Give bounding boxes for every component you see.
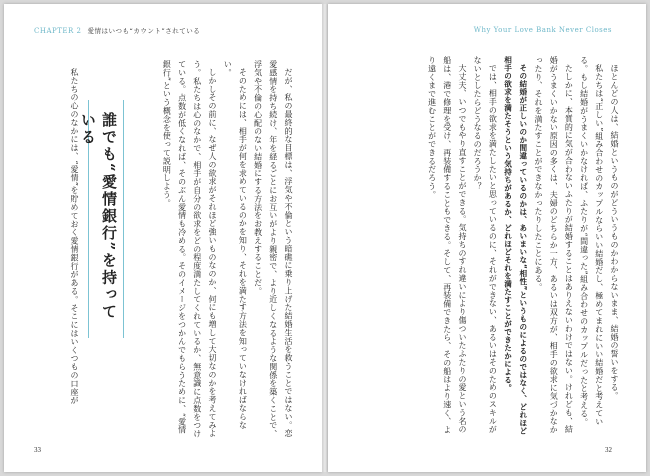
paragraph: 私たちは“正しい”組み合わせのカップルならいい結婚だし、極めてまれにいい結婚だと考えている。もし結婚がうまくいかなければ、ふたりが“間違った”組み合わせのカップルだったと考える。: [579, 56, 604, 427]
paragraph: では、相手の欲求を満たしたいと思っているのに、それができない、あるいはそのためのスキルがないとしたらどうなるのだろうか？: [473, 56, 498, 434]
paragraph: そのためには、相手が何を求めているのかを知り、それを満たす方法を知っていなければならない。: [223, 60, 248, 430]
chapter-label: CHAPTER 2: [34, 27, 82, 35]
page-number: 32: [605, 446, 612, 454]
right-running-header: Why Your Love Bank Never Closes: [473, 26, 612, 34]
paragraph: ほとんどの人は、結婚というものがどういうものかわからないまま、結婚の誓いをする。: [610, 64, 619, 400]
paragraph: しかしその前に、なぜ人の欲求がそれほど強いものなのか、何にも増して大切なのかを考えてみよう。私たちは心のなかで、相手が自分の欲求をどの程度満たしてくれているか、無意識に点数をつけている。点数が低くなれば、そのぶん愛情も冷める。そのイメージをつかんでもらうために、“愛情銀行”という概念を使って説明しよう。: [162, 60, 217, 438]
left-running-header: [34, 26, 200, 35]
left-body-tail: [42, 60, 82, 440]
right-body-text: [364, 56, 622, 436]
left-page: [4, 4, 322, 472]
bold-paragraph: その結婚が正しいのか間違っているのかは、あいまいな“相性”というものによるのではなく、どれほど相手の欲求を満たそうという気持ちがあるか、どれほどそれを満たすことができたかによる。: [503, 56, 528, 435]
paragraph: だが、私の最終的な目標は、浮気や不倫という暗礁に乗り上げた結婚生活を救うことではない。恋愛感情を持ち続け、年を経るごとにお互いがより親密で、より近しくなるような関係を築くことで、浮気や不倫の心配のない結婚にする方法をお教えすることだ。: [253, 60, 293, 438]
section-heading: 誰でも“愛情銀行”を持っている: [79, 112, 118, 321]
paragraph: 私たちの心のなかには、“愛情”を貯めておく愛情銀行がある。そこにはいくつもの口座が: [70, 68, 79, 405]
paragraph: たしかに、本質的に気が合わないふたりが結婚することはありえないわけではない。けれども、結婚がうまくいかない原因の多くは、夫婦のどちらか一方、あるいは双方が、相手の欲求に気づかなかったり、それを満たすことができなかったりしたことにある。: [533, 56, 574, 434]
page-number: 33: [34, 446, 41, 454]
paragraph: 大丈夫、いつでもやり直すことができる。気持ちのすれ違いにより傷ついたふたりの愛という名の船は、港で修理を受け、再装備することもできる。そして、再装備できたら、その船はより速く、より遠くまで進むことができるだろう。: [427, 56, 467, 434]
right-page: [328, 4, 646, 472]
left-body-text: [100, 60, 296, 440]
chapter-title: 愛情はいつも“カウント”されている: [87, 27, 201, 35]
